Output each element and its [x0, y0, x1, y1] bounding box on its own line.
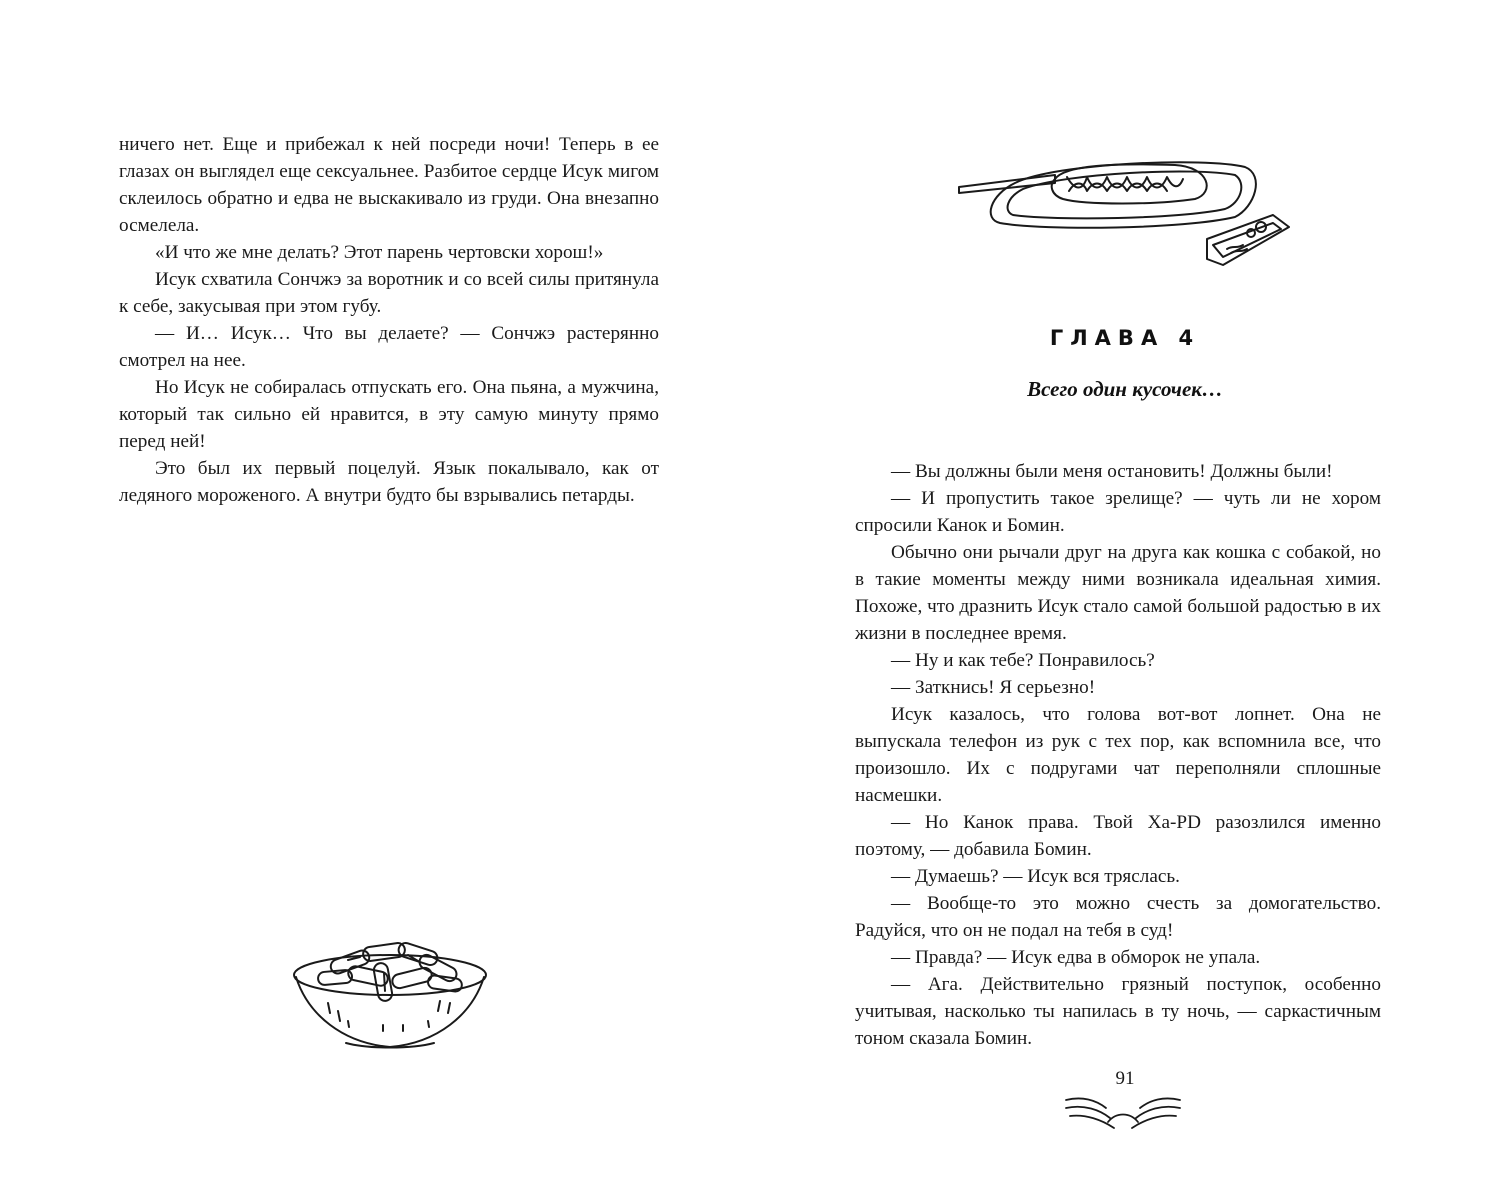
rice-cake-bowl-icon [288, 925, 492, 1055]
paragraph: — И… Исук… Что вы делаете? — Сончжэ растерянно смотрел на нее. [119, 323, 659, 371]
paragraph: Но Исук не собиралась отпускать его. Она пьяна, а мужчина, который так сильно ей нравится, в эту самую минуту прямо перед ней! [119, 377, 659, 452]
paragraph: — Вообще-то это можно счесть за домогательство. Радуйся, что он не подал на тебя в суд! [855, 893, 1381, 941]
paragraph: Обычно они рычали друг на друга как кошка с собакой, но в такие моменты между ними возникала идеальная химия. Похоже, что дразнить Исук стало самой большой радостью в их жизни в последнее время. [855, 542, 1381, 644]
paragraph: ничего нет. Еще и прибежал к ней посреди ночи! Теперь в ее глазах он выглядел еще сексуальнее. Разбитое сердце Исук мигом склеилось обратно и едва не выскакивало из груди. Она внезапно осмелела. [119, 134, 659, 236]
paragraph: — Но Канок права. Твой Ха-PD разозлился именно поэтому, — добавила Бомин. [855, 812, 1381, 860]
chapter-label: ГЛАВА 4 [1049, 326, 1201, 350]
paragraph: «И что же мне делать? Этот парень чертовски хорош!» [155, 242, 604, 263]
paragraph: — И пропустить такое зрелище? — чуть ли не хором спросили Канок и Бомин. [855, 488, 1381, 536]
right-page [750, 0, 1500, 1193]
right-page-text [855, 458, 1381, 1052]
chapter-title: Всего один кусочек… [1027, 377, 1223, 401]
left-page-text [119, 131, 659, 509]
paragraph: — Думаешь? — Исук вся тряслась. [891, 866, 1180, 887]
paragraph: Исук казалось, что голова вот-вот лопнет. Она не выпускала телефон из рук с тех пор, как вспомнила все, что произошло. Их с подругами чат переполняли сплошные насмешки. [855, 704, 1381, 806]
corn-dog-tray-icon [955, 155, 1290, 275]
paragraph: — Ну и как тебе? Понравилось? [891, 650, 1155, 671]
paragraph: Это был их первый поцелуй. Язык покалывало, как от ледяного мороженого. А внутри будто бы взрывались петарды. [119, 458, 659, 506]
wave-ornament-icon [1062, 1090, 1184, 1130]
paragraph: — Ага. Действительно грязный поступок, особенно учитывая, насколько ты напилась в ту ночь, — саркастичным тоном сказала Бомин. [855, 974, 1381, 1049]
paragraph: Исук схватила Сончжэ за воротник и со всей силы притянула к себе, закусывая при этом губу. [119, 269, 659, 317]
paragraph: — Вы должны были меня остановить! Должны были! [891, 461, 1333, 482]
page-number: 91 [1115, 1068, 1135, 1089]
paragraph: — Заткнись! Я серьезно! [891, 677, 1096, 698]
paragraph: — Правда? — Исук едва в обморок не упала. [891, 947, 1261, 968]
